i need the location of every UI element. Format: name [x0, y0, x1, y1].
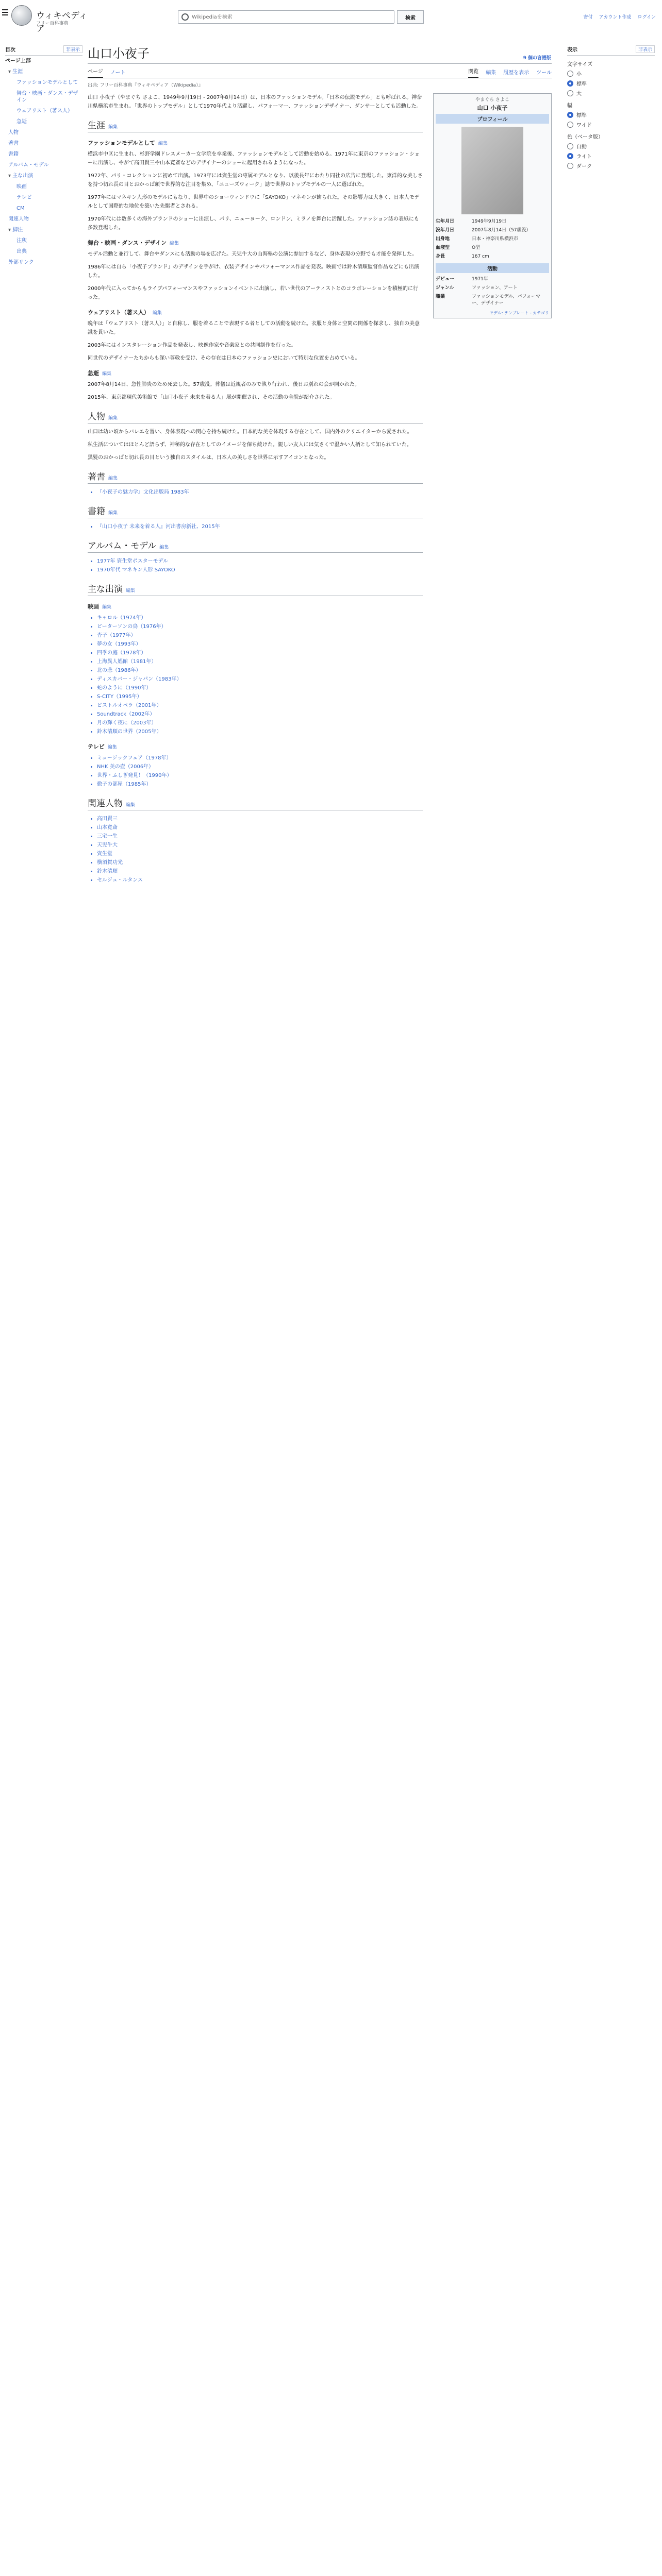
toc-item[interactable]: ファッションモデルとして: [16, 80, 78, 86]
edit-link[interactable]: 編集: [108, 476, 118, 481]
radio-label: ライト: [576, 154, 592, 160]
color-options: [567, 142, 655, 170]
list-item[interactable]: • 鈴木清順: [97, 867, 423, 876]
toc-item[interactable]: 書籍: [8, 151, 19, 157]
toc-item[interactable]: 映画: [16, 184, 27, 190]
edit-link[interactable]: 編集: [159, 545, 169, 550]
infobox-value: 2007年8月14日（57歳没）: [472, 228, 531, 233]
radio-label: 標準: [576, 113, 587, 118]
paragraph: 私生活についてはほとんど語らず、神秘的な存在としてのイメージを保ち続けた。親しい友人には気さくで温かい人柄として知られていた。: [88, 442, 412, 448]
radio-button[interactable]: [567, 143, 573, 149]
appearance-hide-button[interactable]: 非表示: [636, 45, 655, 53]
infobox-row: [436, 252, 549, 261]
section-life: [88, 118, 423, 132]
donate-link[interactable]: 寄付: [583, 15, 593, 20]
section-book2-title: 書籍: [88, 506, 105, 517]
logo-wordmark: ウィキペディア: [36, 11, 88, 34]
infobox-value: 167 cm: [472, 254, 489, 259]
appearance-header: [567, 43, 655, 56]
radio-option[interactable]: [567, 79, 655, 87]
search-box: [178, 10, 394, 24]
radio-label: 自動: [576, 144, 587, 150]
toc-item[interactable]: ウェアリスト（著ス人）: [16, 108, 73, 114]
person-paragraphs: [88, 428, 423, 462]
paragraph: 山口は幼い頃からバレエを習い、身体表現への関心を持ち続けた。日本的な美を体現する存在として、国内外のクリエイターから愛された。: [88, 429, 412, 435]
section-related: [88, 796, 423, 810]
tab-edit[interactable]: 編集: [486, 70, 496, 76]
list-item[interactable]: • 横須賀功光: [97, 858, 423, 867]
main-menu-icon[interactable]: [2, 9, 8, 15]
radio-option[interactable]: [567, 70, 655, 77]
site-header: [0, 0, 662, 37]
edit-link[interactable]: 編集: [158, 141, 168, 146]
list-item[interactable]: • 世界・ふしぎ発見！（1990年）: [97, 771, 423, 780]
infobox-profile-head: プロフィール: [436, 114, 549, 124]
paragraph: 晩年は「ウェアリスト（著ス人）」と自称し、服を着ることで表現する者としての活動を続けた。衣服と身体と空間の関係を探求し、独自の美意識を貫いた。: [88, 321, 420, 335]
search-icon: [181, 13, 189, 21]
infobox-value: 1971年: [472, 277, 488, 282]
section-book2: [88, 504, 423, 518]
stage-paragraphs: [88, 250, 423, 302]
toc-item[interactable]: 出典: [16, 249, 27, 255]
appearance-sidebar: [567, 43, 655, 172]
section-appear-title: 主な出演: [88, 584, 123, 595]
portrait-image[interactable]: [461, 127, 523, 214]
infobox-value: 日本・神奈川県横浜市: [472, 236, 519, 242]
subsection-model: [88, 139, 423, 147]
books-list: [97, 488, 423, 497]
page-tabs: [88, 67, 552, 78]
infobox-kana: やまぐち さよこ: [475, 97, 509, 103]
toc-item[interactable]: ▾ 生涯: [5, 66, 82, 77]
toc-item[interactable]: アルバム・モデル: [8, 162, 49, 168]
paragraph: モデル活動と並行して、舞台やダンスにも活動の場を広げた。天児牛大の山海塾の公演に参加するなど、身体表現の分野でも才能を発揮した。: [88, 251, 418, 257]
paragraph: 2015年、東京都現代美術館で「山口小夜子 未来を着る人」展が開催され、その活動の全貌が紹介された。: [88, 395, 335, 400]
appearance-title: 表示: [567, 47, 577, 53]
subsection-death: [88, 369, 423, 377]
infobox-template-link[interactable]: モデル: テンプレート - カテゴリ: [489, 311, 549, 315]
infobox-row: [436, 284, 549, 293]
paragraph: 2003年にはインスタレーション作品を発表し、映像作家や音楽家との共同制作を行った。: [88, 343, 296, 348]
subsection-movie: [88, 602, 423, 611]
section-album: [88, 538, 423, 553]
infobox-value: 1949年9月19日: [472, 219, 507, 224]
infobox-value: O型: [472, 245, 481, 250]
infobox-row: [436, 275, 549, 284]
edit-link[interactable]: 編集: [170, 241, 179, 246]
paragraph: 1970年代には数多くの海外ブランドのショーに出演し、パリ、ニューヨーク、ロンドン、ミラノを舞台に活躍した。ファッション誌の表紙にも多数登場した。: [88, 216, 419, 231]
tab-tools[interactable]: ツール: [536, 70, 552, 76]
radio-button[interactable]: [567, 80, 573, 87]
list-item[interactable]: • Soundtrack（2002年）: [97, 710, 423, 719]
edit-link[interactable]: 編集: [102, 605, 112, 610]
radio-button[interactable]: [567, 90, 573, 96]
infobox-row: [436, 217, 549, 226]
radio-label: ダーク: [576, 164, 592, 170]
list-item[interactable]: • 上海異人娼館（1981年）: [97, 657, 423, 666]
site-logo[interactable]: [10, 4, 88, 34]
infobox-key: 没年月日: [436, 228, 455, 233]
edit-link[interactable]: 編集: [107, 745, 117, 750]
list-item[interactable]: • セルジュ・ルタンス: [97, 876, 423, 885]
tab-read[interactable]: 閲覧: [468, 67, 478, 78]
list-item[interactable]: • ピーターソンの鳥（1976年）: [97, 622, 423, 631]
infobox-name: 山口 小夜子: [477, 105, 508, 111]
toc-item[interactable]: ▾ 主な出演: [5, 171, 82, 181]
radio-option[interactable]: [567, 89, 655, 97]
globe-icon: [11, 5, 32, 26]
death-paragraphs: [88, 380, 423, 402]
subsection-stage: [88, 239, 423, 247]
paragraph: 1986年には自ら「小夜子ブランド」のデザインを手がけ、衣装デザインやパフォーマンス作品を発表。映画では鈴木清順監督作品などにも出演した。: [88, 264, 419, 279]
list-item[interactable]: • S-CITY（1995年）: [97, 692, 423, 701]
infobox-value: ファッションモデル、パフォーマー、デザイナー: [472, 294, 541, 306]
list-item[interactable]: • 資生堂: [97, 850, 423, 858]
toc-title: 目次: [5, 47, 15, 53]
infobox-key: 血液型: [436, 245, 450, 250]
wear-paragraphs: [88, 319, 423, 363]
model-paragraphs: [88, 150, 423, 232]
search-button[interactable]: 検索: [397, 10, 424, 24]
infobox-key: 出身地: [436, 236, 450, 242]
section-person-title: 人物: [88, 412, 105, 422]
section-appear: [88, 582, 423, 596]
section-related-title: 関連人物: [88, 799, 123, 809]
list-item[interactable]: • NHK 美の壺（2006年）: [97, 762, 423, 771]
radio-label: 大: [576, 91, 582, 97]
list-item[interactable]: • 1977年 資生堂ポスターモデル: [97, 557, 423, 566]
list-item[interactable]: • 夢の女（1993年）: [97, 640, 423, 649]
edit-link[interactable]: 編集: [126, 588, 136, 594]
list-item[interactable]: • 蛇のように（1990年）: [97, 684, 423, 692]
list-item[interactable]: • ミュージックフェア（1978年）: [97, 754, 423, 762]
infobox-row: [436, 235, 549, 244]
subsection-tv-title: テレビ: [88, 743, 105, 750]
toc-item[interactable]: ▾ 脚注: [5, 225, 82, 235]
list-item[interactable]: • 月の輝く夜に（2003年）: [97, 719, 423, 727]
toc-item[interactable]: 外部リンク: [8, 260, 34, 265]
list-item[interactable]: • 山本寛斎: [97, 823, 423, 832]
width-options: [567, 111, 655, 128]
toc-item[interactable]: テレビ: [16, 195, 32, 200]
list-item[interactable]: • 1970年代 マネキン人形 SAYOKO: [97, 566, 423, 574]
toc-item[interactable]: 著書: [8, 141, 19, 146]
radio-option[interactable]: [567, 142, 655, 150]
list-item[interactable]: • 杳子（1977年）: [97, 631, 423, 640]
subsection-model-title: ファッションモデルとして: [88, 140, 156, 146]
infobox-activity-head: 活動: [436, 263, 549, 273]
paragraph: 1977年にはマネキン人形のモデルにもなり、世界中のショーウィンドウに「SAYOKO」マネキンが飾られた。その影響力は大きく、日本人モデルとして国際的な地位を築いた先駆者とされる。: [88, 195, 420, 209]
tab-history[interactable]: 履歴を表示: [503, 70, 529, 76]
list-item[interactable]: • キャロル（1974年）: [97, 614, 423, 622]
edit-link[interactable]: 編集: [108, 416, 118, 421]
radio-label: 標準: [576, 81, 587, 87]
main-content: [88, 43, 552, 889]
tab-article[interactable]: ページ: [88, 67, 103, 78]
infobox-row: [436, 244, 549, 252]
toc-item[interactable]: ページ上部: [5, 58, 31, 64]
subsection-movie-title: 映画: [88, 603, 99, 610]
list-item[interactable]: • 『小夜子の魅力学』文化出版局 1983年: [97, 488, 423, 497]
radio-button[interactable]: [567, 153, 573, 159]
title-row: [88, 43, 552, 64]
list-item[interactable]: • 徹子の部屋（1985年）: [97, 780, 423, 789]
infobox: [433, 93, 552, 318]
text-size-options: [567, 70, 655, 97]
toc-hide-button[interactable]: 非表示: [63, 45, 82, 53]
list-item[interactable]: • 鈴木清順の世界（2005年）: [97, 727, 423, 736]
infobox-row: [436, 293, 549, 308]
list-item[interactable]: • ピストルオペラ（2001年）: [97, 701, 423, 710]
article-text: [88, 93, 423, 885]
edit-link[interactable]: 編集: [108, 125, 118, 130]
movie-list: [97, 614, 423, 736]
subsection-wear: [88, 308, 423, 316]
toc-item[interactable]: 急逝: [16, 119, 27, 125]
infobox-key: デビュー: [436, 277, 455, 282]
radio-button[interactable]: [567, 122, 573, 128]
radio-button[interactable]: [567, 112, 573, 118]
toc-item[interactable]: 人物: [8, 130, 19, 135]
paragraph: 横浜市中区に生まれ、杉野学園ドレスメーカー女学院を卒業後、ファッションモデルとして活動を始める。1971年に東京のファッション・ショーに出演し、やがて高田賢三や山本寛斎などのデザイナーのショーに起用されるようになった。: [88, 151, 420, 166]
infobox-value: ファッション、アート: [472, 285, 518, 291]
album-list: [97, 557, 423, 574]
toc-item[interactable]: 関連人物: [8, 216, 29, 222]
color-label: 色（ベータ版）: [567, 134, 603, 140]
paragraph: 2007年8月14日、急性肺炎のため死去した。57歳没。葬儀は近親者のみで執り行われ、後日お別れの会が開かれた。: [88, 382, 360, 387]
paragraph: 黒髪のおかっぱと切れ長の目という独自のスタイルは、日本人の美しさを世界に示すアイコンとなった。: [88, 455, 329, 461]
infobox-key: 職業: [436, 294, 445, 299]
radio-option[interactable]: [567, 111, 655, 118]
infobox-row: [436, 226, 549, 235]
subsection-wear-title: ウェアリスト（著ス人）: [88, 309, 150, 316]
subsection-death-title: 急逝: [88, 370, 99, 377]
edit-link[interactable]: 編集: [126, 803, 136, 808]
search-input[interactable]: [192, 14, 394, 20]
paragraph: 2000年代に入ってからもライブパフォーマンスやファッションイベントに出演し、若い世代のアーティストとのコラボレーションを積極的に行った。: [88, 286, 418, 300]
logo-tagline: フリー百科事典: [36, 21, 69, 26]
book2-list: [97, 522, 423, 531]
radio-option[interactable]: [567, 152, 655, 160]
width-label: 幅: [567, 103, 572, 109]
article-body: [88, 93, 552, 885]
toc-item[interactable]: CM: [16, 206, 25, 211]
list-item[interactable]: • 北の悲（1986年）: [97, 666, 423, 675]
related-list: [97, 815, 423, 885]
list-item[interactable]: • 三宅一生: [97, 832, 423, 841]
list-item[interactable]: • 天児牛大: [97, 841, 423, 850]
radio-option[interactable]: [567, 121, 655, 128]
tv-list: [97, 754, 423, 789]
paragraph: 1972年、パリ・コレクションに初めて出演。1973年には資生堂の専属モデルとなり、以後長年にわたり同社の広告に登場した。東洋的な美しさを持つ切れ長の目とおかっぱ頭で世界的な注目を集め、「ニューズウィーク」誌で世界のトップモデルの一人に選ばれた。: [88, 173, 423, 188]
paragraph: 同世代のデザイナーたちからも深い尊敬を受け、その存在は日本のファッション史において特別な位置を占めている。: [88, 355, 360, 361]
page-title: 山口小夜子: [88, 46, 150, 61]
infobox-key: 身長: [436, 254, 445, 259]
radio-button[interactable]: [567, 163, 573, 169]
list-item[interactable]: • ディスカバー・ジャパン（1983年）: [97, 675, 423, 684]
list-item[interactable]: • 『山口小夜子 未来を着る人』河出書房新社、2015年: [97, 522, 423, 531]
infobox-key: 生年月日: [436, 219, 455, 224]
radio-label: ワイド: [576, 123, 592, 128]
intro-paragraph: 山口 小夜子（やまぐち さよこ、1949年9月19日 - 2007年8月14日）は、日本のファッションモデル。「日本の伝説モデル」とも呼ばれる。神奈川県横浜市生まれ。「世界のトップモデル」として1970年代より活躍し、パフォーマー、ファッションデザイナー、ダンサーとしても活動した。: [88, 95, 422, 109]
create-account-link[interactable]: アカウント作成: [599, 15, 632, 20]
edit-link[interactable]: 編集: [152, 311, 162, 316]
subsection-stage-title: 舞台・映画・ダンス・デザイン: [88, 240, 167, 246]
section-books-title: 著書: [88, 472, 105, 482]
toc-sidebar: [5, 43, 82, 268]
radio-button[interactable]: [567, 71, 573, 77]
login-link[interactable]: ログイン: [637, 15, 656, 20]
section-person: [88, 409, 423, 423]
radio-option[interactable]: [567, 162, 655, 170]
section-books: [88, 469, 423, 484]
list-item[interactable]: • 高田賢三: [97, 815, 423, 823]
section-album-title: アルバム・モデル: [88, 541, 157, 551]
radio-label: 小: [576, 72, 582, 77]
toc-list: [5, 56, 82, 268]
toc-header: [5, 43, 82, 56]
section-life-title: 生涯: [88, 121, 105, 131]
toc-item[interactable]: 舞台・映画・ダンス・デザイン: [16, 91, 78, 103]
tab-talk[interactable]: ノート: [110, 70, 126, 76]
text-size-label: 文字サイズ: [567, 62, 593, 67]
edit-link[interactable]: 編集: [108, 511, 118, 516]
language-button[interactable]: 9 個の言語版: [523, 56, 551, 61]
infobox-key: ジャンル: [436, 285, 454, 291]
edit-link[interactable]: 編集: [102, 371, 112, 377]
infobox-rows: [436, 217, 549, 261]
toc-item[interactable]: 注釈: [16, 238, 27, 244]
subsection-tv: [88, 742, 423, 751]
user-links: [584, 13, 656, 20]
infobox-rows-activity: [436, 275, 549, 308]
list-item[interactable]: • 四季の庭（1978年）: [97, 649, 423, 657]
article-source: 出典: フリー百科事典『ウィキペディア（Wikipedia）』: [88, 83, 203, 88]
